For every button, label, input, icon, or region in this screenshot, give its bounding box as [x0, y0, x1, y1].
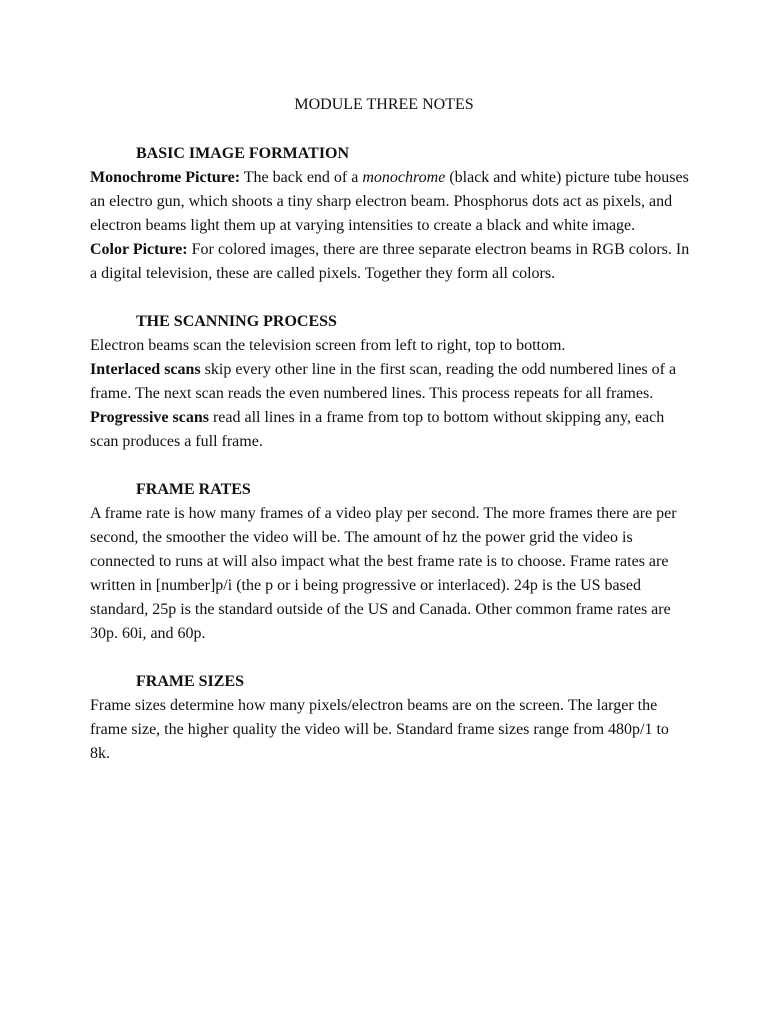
paragraph-scanning-intro: Electron beams scan the television screen from left to right, top to bottom.	[90, 337, 566, 354]
paragraph-color-picture	[90, 238, 690, 286]
section-spacer	[90, 454, 690, 478]
term-monochrome-picture: Monochrome Picture:	[90, 169, 241, 186]
paragraph-text: (black and white) picture tube houses an electro gun, which shoots a tiny sharp electron beam. Phosphorus dots act as pixels, and electron beams light them up at varying intensities to create a black and white image.	[90, 169, 689, 234]
paragraph-text: skip every other line in the first scan, reading the odd numbered lines of a frame. The next scan reads the even numbered lines. This process repeats for all frames.	[90, 361, 677, 402]
italic-term-monochrome: monochrome	[362, 169, 446, 186]
section-heading: BASIC IMAGE FORMATION	[136, 145, 350, 162]
section-frame-rates	[90, 478, 690, 646]
paragraph-frame-sizes: Frame sizes determine how many pixels/electron beams are on the screen. The larger the frame size, the higher quality the video will be. Standard frame sizes range from 480p/1 to 8k.	[90, 697, 669, 762]
document-body	[90, 142, 690, 766]
term-interlaced-scans: Interlaced scans	[90, 361, 201, 378]
section-heading: FRAME SIZES	[136, 673, 245, 690]
section-basic-image-formation	[90, 142, 690, 286]
section-heading: THE SCANNING PROCESS	[136, 313, 337, 330]
paragraph-frame-rates: A frame rate is how many frames of a video play per second. The more frames there are per second, the smoother the video will be. The amount of hz the power grid the video is connected to runs at will also impact what the best frame rate is to choose. Frame rates are written in [number]p/i (the p or i being progressive or interlaced). 24p is the US based standard, 25p is the standard outside of the US and Canada. Other common frame rates are 30p. 60i, and 60p.	[90, 505, 677, 642]
section-scanning-process	[90, 310, 690, 454]
section-spacer	[90, 286, 690, 310]
paragraph-monochrome-picture	[90, 166, 690, 238]
paragraph-text: For colored images, there are three separate electron beams in RGB colors. In a digital television, these are called pixels. Together they form all colors.	[90, 241, 690, 282]
term-progressive-scans: Progressive scans	[90, 409, 209, 426]
paragraph-interlaced-scans	[90, 358, 690, 406]
section-spacer	[90, 646, 690, 670]
section-frame-sizes	[90, 670, 690, 766]
term-color-picture: Color Picture:	[90, 241, 188, 258]
paragraph-text: read all lines in a frame from top to bottom without skipping any, each scan produces a full frame.	[90, 409, 665, 450]
document-title: MODULE THREE NOTES	[294, 96, 474, 113]
paragraph-text: The back end of a	[240, 169, 363, 186]
section-heading: FRAME RATES	[136, 481, 251, 498]
paragraph-progressive-scans	[90, 406, 690, 454]
